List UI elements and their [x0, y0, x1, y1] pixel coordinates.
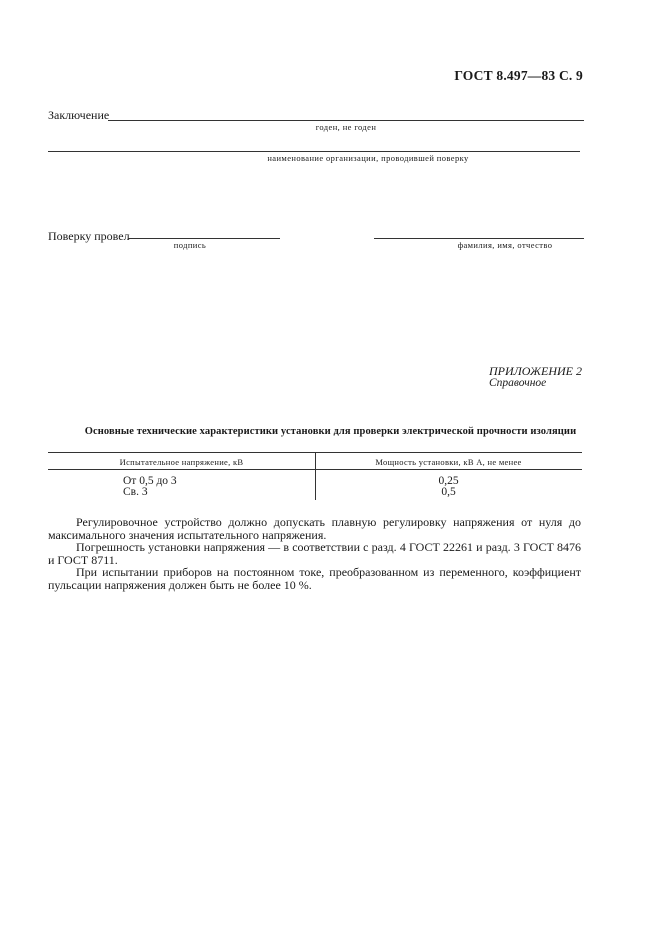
paragraph-ripple: При испытании приборов на постоянном токе, преобразованном из переменного, коэффициент пульсации напряжения должен быть не более 10 %. [48, 565, 581, 592]
conclusion-line [108, 120, 584, 121]
table-cell-voltage-row1: От 0,5 до 3 [123, 475, 177, 487]
characteristics-table [48, 452, 582, 500]
conclusion-label: Заключение [48, 108, 110, 122]
table-header-voltage: Испытательное напряжение, кВ [119, 457, 244, 467]
body-text [48, 516, 581, 591]
organization-line [48, 151, 580, 152]
conclusion-caption: годен, не годен [315, 122, 377, 132]
appendix-title: ПРИЛОЖЕНИЕ 2 [489, 364, 582, 378]
verifier-label: Поверку провел [48, 229, 130, 243]
document-reference: ГОСТ 8.497—83 С. 9 [454, 68, 583, 83]
table-cell-power-row1: 0,25 [438, 475, 459, 487]
table-header-power: Мощность установки, кВ А, не менее [375, 457, 522, 467]
full-name-caption: фамилия, имя, отчество [457, 240, 553, 250]
signature-caption: подпись [173, 240, 207, 250]
signature-line [128, 238, 280, 239]
table-cell-voltage-row2: Св. 3 [123, 486, 148, 498]
paragraph-accuracy: Погрешность установки напряжения — в соответствии с разд. 4 ГОСТ 22261 и разд. 3 ГОСТ 8476 и ГОСТ 8711. [48, 540, 581, 567]
table-cell-power-row2: 0,5 [441, 486, 456, 498]
appendix-subtitle: Справочное [489, 377, 547, 389]
table-title: Основные технические характеристики установки для проверки электрической прочности изоляции [84, 426, 577, 437]
full-name-line [374, 238, 584, 239]
paragraph-regulation: Регулировочное устройство должно допускать плавную регулировку напряжения от нуля до максимального значения испытательного напряжения. [48, 515, 581, 542]
organization-caption: наименование организации, проводившей поверку [267, 153, 469, 163]
